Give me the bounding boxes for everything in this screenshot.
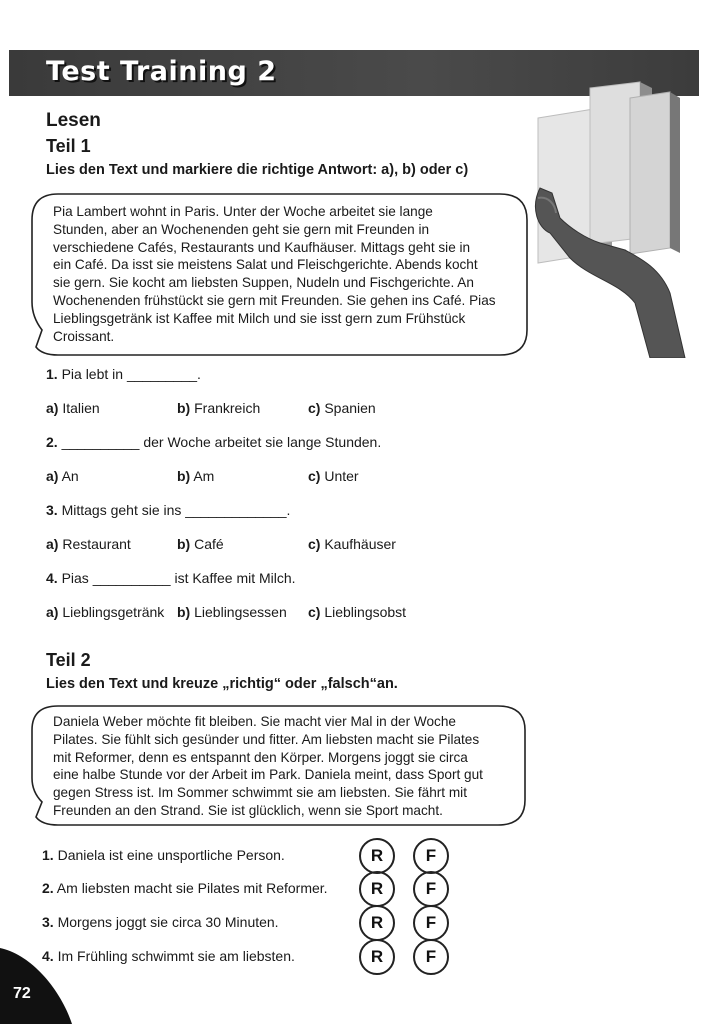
option-2b[interactable]: b) Am xyxy=(177,468,215,484)
option-3c[interactable]: c) Kaufhäuser xyxy=(308,536,396,552)
text-line: Daniela Weber möchte fit bleiben. Sie macht vier Mal in der Woche xyxy=(53,714,456,729)
question-3: 3. Mittags geht sie ins _____________. xyxy=(46,502,291,518)
option-2c[interactable]: c) Unter xyxy=(308,468,359,484)
statement-3-richtig[interactable]: R xyxy=(359,905,395,941)
option-4c[interactable]: c) Lieblingsobst xyxy=(308,604,407,620)
statement-1-richtig[interactable]: R xyxy=(359,838,395,874)
option-1b[interactable]: b) Frankreich xyxy=(177,400,261,416)
reading-text-2 xyxy=(53,713,483,820)
text-line: gegen Stress ist. Im Sommer schwimmt sie am liebsten. Sie fährt mit xyxy=(53,785,467,801)
instruction-teil-1: Lies den Text und markiere die richtige Antwort: a), b) oder c) xyxy=(46,162,469,178)
statement-2: 2. Am liebsten macht sie Pilates mit Reformer. xyxy=(42,880,328,896)
text-line: verschiedene Cafés, Restaurants und Kaufhäuser. Mittags geht sie in xyxy=(53,239,471,255)
question-2: 2. __________ der Woche arbeitet sie lange Stunden. xyxy=(46,434,382,450)
statement-4-richtig[interactable]: R xyxy=(359,939,395,975)
option-2a[interactable]: a) An xyxy=(46,468,79,484)
text-line: Wochenenden frühstückt sie gern mit Freunden. Sie gehen ins Café. Pias xyxy=(53,292,496,308)
text-line: Lieblingsgetränk ist Kaffee mit Milch und sie isst gern zum Frühstück xyxy=(53,310,466,326)
statement-4-falsch[interactable]: F xyxy=(413,939,449,975)
heading-teil-1: Teil 1 xyxy=(46,136,91,156)
option-4a[interactable]: a) Lieblingsgetränk xyxy=(46,604,165,620)
statement-4: 4. Im Frühling schwimmt sie am liebsten. xyxy=(42,948,295,964)
page-corner-tab xyxy=(0,948,80,1024)
page-number: 72 xyxy=(13,985,31,1002)
section-heading-lesen: Lesen xyxy=(46,110,101,131)
text-line: ein Café. Da isst sie meistens Salat und Fleischgerichte. Abends kocht xyxy=(53,257,478,273)
option-1c[interactable]: c) Spanien xyxy=(308,400,376,416)
statement-1: 1. Daniela ist eine unsportliche Person. xyxy=(42,847,285,863)
option-3b[interactable]: b) Café xyxy=(177,536,224,552)
statement-3-falsch[interactable]: F xyxy=(413,905,449,941)
statement-3: 3. Morgens joggt sie circa 30 Minuten. xyxy=(42,914,279,930)
text-line: eine halbe Stunde vor der Arbeit im Park. Daniela meint, dass Sport gut xyxy=(53,767,483,783)
books-hand-illustration xyxy=(530,78,690,358)
heading-teil-2: Teil 2 xyxy=(46,650,91,670)
statement-2-richtig[interactable]: R xyxy=(359,871,395,907)
text-line: Pilates. Sie fühlt sich gesünder und fitter. Am liebsten macht sie Pilates xyxy=(53,731,480,747)
instruction-teil-2: Lies den Text und kreuze „richtig“ oder „falsch“an. xyxy=(46,676,398,692)
text-line: mit Reformer, denn es entspannt den Körper. Morgens joggt sie circa xyxy=(53,749,468,765)
reading-text-1 xyxy=(53,203,496,345)
question-1: 1. Pia lebt in _________. xyxy=(46,366,201,382)
option-4b[interactable]: b) Lieblingsessen xyxy=(177,604,287,620)
statement-1-falsch[interactable]: F xyxy=(413,838,449,874)
option-1a[interactable]: a) Italien xyxy=(46,400,100,416)
text-line: Freunden an den Strand. Sie ist glücklich, wenn sie Sport macht. xyxy=(53,802,443,818)
text-line: sie gern. Sie kocht am liebsten Suppen, Nudeln und Fischgerichte. An xyxy=(53,275,474,291)
text-line: Croissant. xyxy=(53,328,115,344)
text-line: Pia Lambert wohnt in Paris. Unter der Woche arbeitet sie lange xyxy=(53,204,433,219)
option-3a[interactable]: a) Restaurant xyxy=(46,536,131,552)
statement-2-falsch[interactable]: F xyxy=(413,871,449,907)
text-line: Stunden, aber an Wochenenden geht sie gern mit Freunden in xyxy=(53,221,430,237)
page-title: Test Training 2 xyxy=(46,56,277,87)
question-4: 4. Pias __________ ist Kaffee mit Milch. xyxy=(46,570,296,586)
